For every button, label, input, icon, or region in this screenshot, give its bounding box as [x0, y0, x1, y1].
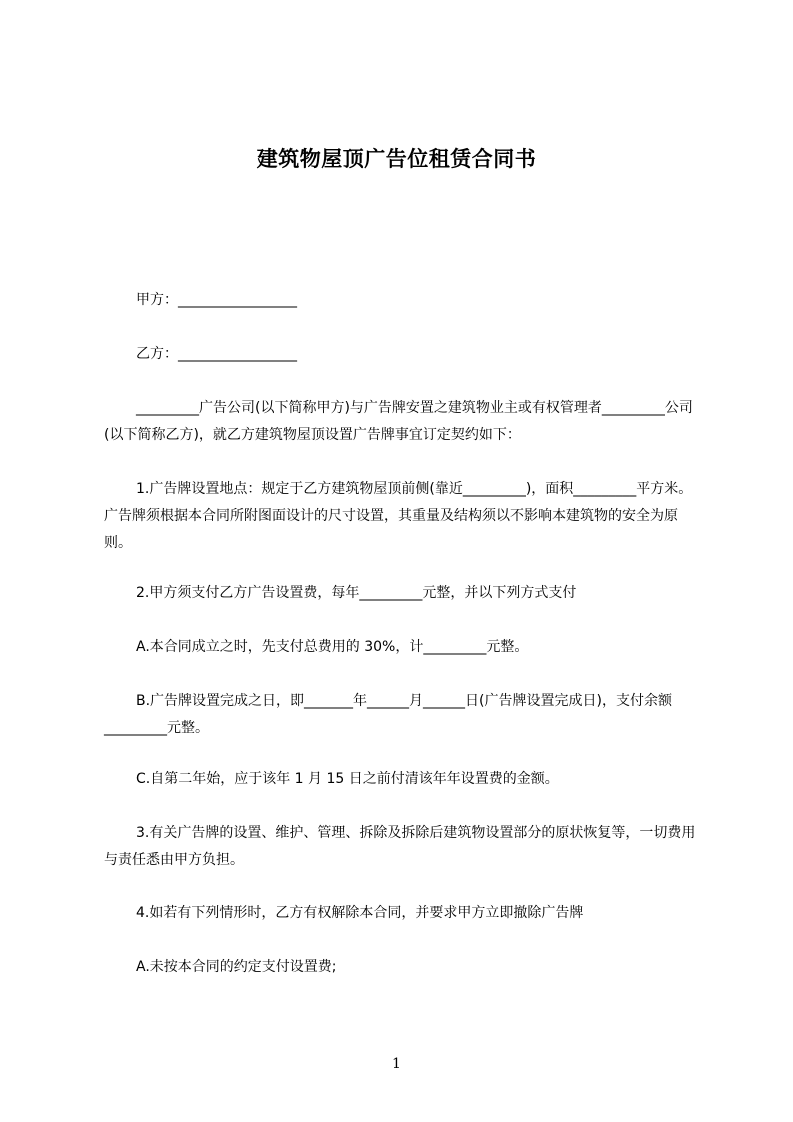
intro-paragraph: _________广告公司(以下简称甲方)与广告牌安置之建筑物业主或有权管理者_________公司(以下简称乙方)，就乙方建筑物屋顶设置广告牌事宜订定契约如下： — [104, 400, 693, 443]
clause-3-paragraph: 3.有关广告牌的设置、维护、管理、拆除及拆除后建筑物设置部分的原状恢复等，一切费用与责任悉由甲方负担。 — [104, 825, 696, 868]
clause-4-paragraph: 4.如若有下列情形时，乙方有权解除本合同，并要求甲方立即撤除广告牌 — [136, 905, 584, 921]
clause-1-paragraph: 1.广告牌设置地点：规定于乙方建筑物屋顶前侧(靠近_________)，面积_________平方米。广告牌须根据本合同所附图面设计的尺寸设置，其重量及结构须以不影响本建筑物的安全为原则。 — [104, 481, 693, 551]
party-a-line: 甲方：_________________ — [136, 292, 297, 308]
clause-2c-paragraph: C.自第二年始，应于该年 1 月 15 日之前付清该年年设置费的金额。 — [136, 771, 559, 787]
page-number: 1 — [392, 1056, 401, 1072]
party-b-line: 乙方：_________________ — [136, 346, 297, 362]
clause-2a-paragraph: A.本合同成立之时，先支付总费用的 30%，计_________元整。 — [136, 639, 529, 655]
document-title: 建筑物屋顶广告位租赁合同书 — [256, 147, 537, 171]
clause-4a-paragraph: A.未按本合同的约定支付设置费; — [136, 959, 337, 975]
clause-2-paragraph: 2.甲方须支付乙方广告设置费，每年_________元整，并以下列方式支付 — [136, 585, 577, 601]
clause-2b-paragraph: B.广告牌设置完成之日，即_______年______月______日(广告牌设置完成日)，支付余额_________元整。 — [104, 693, 672, 736]
